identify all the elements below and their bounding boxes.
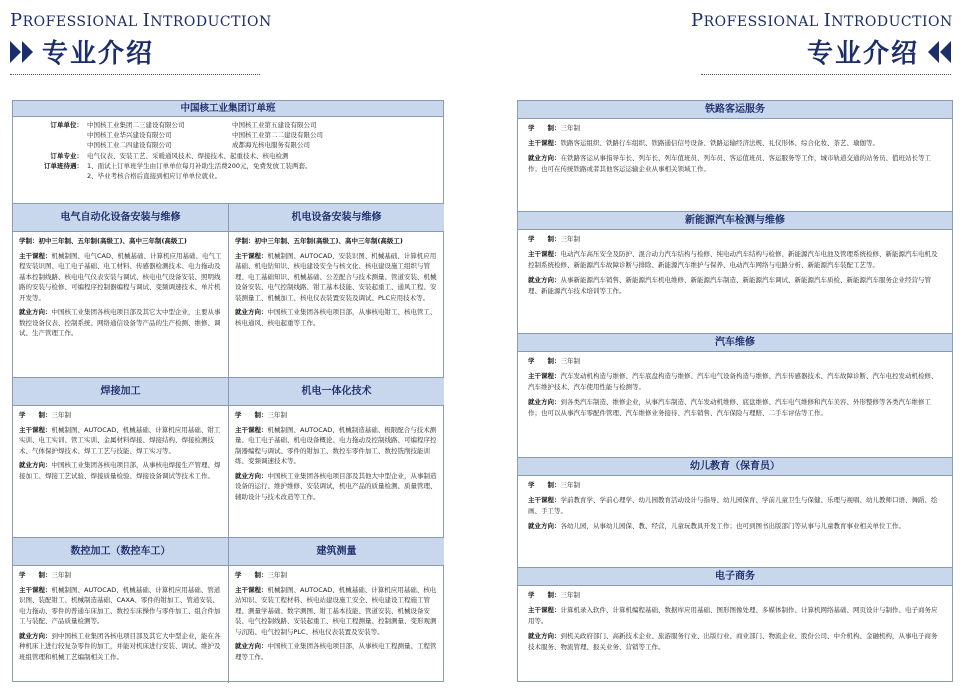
major-text: 电气仪表、安装工艺、采暖通风技术、焊接技术、起重技术、核电检测	[87, 151, 289, 160]
study-text: 学 制：三年制	[528, 357, 580, 365]
job-text: 就业方向：中国核工业集团各核电项目部，从事核电钳工、核电管工、核电通风、核电起重等工作。	[235, 308, 437, 327]
courses-text: 主干课程：汽车发动机构造与维修、汽车底盘构造与维修、汽车电气设备构造与维修、汽车传感器技术、汽车故障诊断、汽车电控发动机检修、汽车维护技术、汽车使用性能与检测等。	[528, 372, 938, 391]
unit-item: 中国核工业第二二建设有限公司	[232, 131, 323, 140]
job-text: 就业方向：到机关政府部门、高新技术企业、旅游服务行业、出版行业、商业部门、物流企业、股份公司、中介机构、金融机构，从事电子商务技术服务、物流管理、报关业务、营销等工作。	[528, 632, 938, 651]
courses-text: 主干课程：机械制图、AUTOCAD、机械基础、计算机应用基础、管道识图、装配钳工、机械制造基础、CAXA、零件的钳加工、管道安装、电力拖动、零件的普通车床加工、数控车床操作与零件加工、组合件加工与装配、产品质量检测等。	[19, 585, 221, 625]
courses-text: 主干课程：机械制图、AUTOCAD、机械基础、计算机应用基础、核电站知识、安装工程材料、核电站建设施工安全、核电建设工程施工管理、测量学基础、数字测图、钳工基本技能、管道安装、机械设备安装、电气控制线路、安装起重工、核电工程测量、控制测量、变形观测与沉陷、电气控制与PLC、核电仪表装置及安装等。	[235, 585, 437, 636]
section-welding	[13, 377, 228, 537]
section-title: 电子商务	[518, 568, 952, 586]
unit-item: 成都海光核电服务有限公司	[232, 141, 310, 150]
study-text: 学 制：三年制	[235, 571, 287, 579]
section-new-energy	[518, 211, 952, 333]
unit-item: 中国核工业华兴建设有限公司	[87, 131, 172, 140]
chevron-right-icon	[10, 41, 34, 63]
section-title: 机电一体化技术	[229, 378, 444, 406]
study-text: 学 制：三年制	[19, 571, 71, 579]
courses-text: 主干课程：机械制图、AUTOCAD、机械制造基础、极限配合与技术测量、电工电子基础、机电设备概论、电力拖动及控制线路、可编程序控制器编程与调试、零件的钳加工、数控车零件加工、数控铣削技能训练、变频调速技术等。	[235, 425, 437, 465]
section-title: 铁路客运服务	[518, 101, 952, 119]
section-title: 机电设备安装与维修	[229, 204, 444, 232]
chinese-title-left: 专业介绍	[42, 39, 155, 69]
section-cnc	[13, 537, 228, 683]
unit-label: 订单单位：	[50, 121, 83, 129]
courses-text: 主干课程：铁路客运组织、铁路行车组织、铁路通信信号设备、铁路运输经济法规、礼仪形体、综合化妆、茶艺、瑜伽等。	[528, 139, 879, 147]
section-railway	[518, 101, 952, 211]
study-text: 学 制：三年制	[528, 481, 580, 489]
left-panel	[12, 100, 444, 682]
section-ecommerce	[518, 567, 952, 681]
job-text: 就业方向：在铁路客运从事指导车长、列车长、列车值班员、列车员、客运值班员、客运服务等工作，城市轨道交通的站务员、值班站长等工作；也可在传统铁路或者其他客运运输企业从事相关领域工作。	[528, 154, 931, 173]
order-class-section	[13, 101, 443, 184]
section-title: 电气自动化设备安装与维修	[13, 204, 228, 232]
section-preschool	[518, 457, 952, 567]
section-title: 数控加工（数控车工）	[13, 538, 228, 566]
page-header-right	[691, 10, 951, 80]
study-text: 学制：初中三年制、五年制(高级工)、高中三年制(高级工)	[19, 237, 187, 245]
study-text: 学制：初中三年制、五年制(高级工)、高中三年制(高级工)	[235, 237, 403, 245]
job-text: 就业方向：到中国核工业集团各核电项目部及其它大中型企业，能在各种机床上进行较复杂零件的加工，并能对机床进行安装、调试、维护及班组管理和机械工艺编制相关工作。	[19, 631, 221, 661]
section-mech-equipment	[229, 203, 444, 377]
section-title: 汽车维修	[518, 334, 952, 352]
courses-text: 主干课程：计算机录入软件、计算机编程基础、数据库应用基础、图形图像处理、多媒体制作、计算机网络基础、网页设计与制作、电子商务应用等。	[528, 606, 938, 625]
major-label: 订单专业：	[50, 151, 83, 160]
courses-text: 主干课程：机械制图、AUTOCAD、安装识图、机械基础、计算机应用基础、机电钻知识、核电建设安全与核文化、核电建设施工组织与管理、电工基础知识、机械基础、公差配合与技术测量、管道安装、机械设备安装、电气控制线路、钳工基本技能、安装起重工、通风工程、安装测量工、机械加工、核电仪表装置安装及调试、PLC应用技术等。	[235, 251, 437, 302]
job-text: 就业方向：中国核工业集团各核电项目部及其他大中型企业，从事制造设备的运行、维护维修、安装调试，机电产品的质量检测、质量管理、辅助设计与技术改造等工作。	[235, 471, 437, 501]
benefit-item: 1、面试上订单班学生由订单单位每月补助生活费200元，免费发放工装两套。	[87, 161, 312, 170]
courses-text: 主干课程：机械制图、电气CAD、机械基础、计算机应用基础、电气工程安装识图、电工电子基础、电工材料、传感器检测技术、电力拖动及基本控制线路、核电电气仪表安装与调试、核电电气设备安装、照明线路的安装与检修、可编程序控制器编程与调试、变频调速技术、单片机开发等。	[19, 251, 222, 302]
divider	[10, 74, 260, 75]
section-electric	[13, 203, 228, 377]
courses-text: 主干课程：电动汽车高压安全及防护、混合动力汽车结构与检修、纯电动汽车结构与检修、新能源汽车电池及管理系统检修、新能源汽车电机及控制系统检修、新能源汽车故障诊断与排除、新能源汽车维护与保养、电动汽车网络与电路分析、新能源汽车装配工艺等。	[528, 250, 938, 269]
section-title: 幼儿教育（保育员）	[518, 458, 952, 476]
job-text: 就业方向：中国核工业集团各核电项目部，从事核电焊接生产管理、焊接加工、焊接工艺试验、焊接质量检验、焊接设备调试等技术工作。	[19, 461, 221, 480]
section-survey	[229, 537, 444, 683]
unit-item: 中国核工业集团二三建设有限公司	[87, 121, 185, 129]
courses-text: 主干课程：学前教育学、学前心理学、幼儿园教育活动设计与指导、幼儿园保育、学前儿童卫生与保健、乐理与视唱、幼儿教师口语、舞蹈、绘画、手工等。	[528, 496, 938, 515]
job-text: 就业方向：到各类汽车制造、维修企业，从事汽车制造、汽车发动机维修、底盘维修、汽车电气维修和汽车美容、外形整修等各类汽车维修工作；也可以从事汽车零配件管理、汽车维修业务接待、汽车销售、汽车保险与理赔、二手车评估等工作。	[528, 398, 931, 417]
english-title-right: PROFESSIONAL INTRODUCTION	[691, 10, 953, 31]
section-mechatronics	[229, 377, 444, 537]
study-text: 学 制：三年制	[528, 124, 580, 132]
section-title: 中国核工业集团订单班	[13, 101, 443, 117]
english-title-left: PROFESSIONAL INTRODUCTION	[10, 10, 272, 31]
chinese-title-right: 专业介绍	[806, 39, 919, 69]
section-auto-repair	[518, 333, 952, 457]
job-text: 就业方向：中国核工业集团各核电项目部及其它大中型企业，主要从事数控设备仪表、控制系统、网络通信设备等产品的生产检测、维修、调试、生产管理工作。	[19, 308, 221, 337]
unit-item: 中国核工业二四建设有限公司	[87, 141, 172, 150]
unit-item: 中国核工业第五建设有限公司	[232, 121, 317, 129]
section-title: 新能源汽车检测与维修	[518, 212, 952, 230]
study-text: 学 制：三年制	[19, 411, 71, 419]
section-title: 焊接加工	[13, 378, 228, 406]
courses-text: 主干课程：机械制图、AUTOCAD、机械基础、计算机应用基础、钳工实训、电工实训、管工实训、金属材料焊接、焊接结构、焊接检测技术、气体保护焊技术、焊工工艺与技能、焊工实习等。	[19, 425, 221, 455]
divider	[701, 74, 951, 75]
section-title: 建筑测量	[229, 538, 444, 566]
right-panel	[517, 100, 953, 682]
page-header-left	[10, 10, 270, 80]
study-text: 学 制：三年制	[528, 591, 580, 599]
chevron-left-icon	[927, 41, 951, 63]
benefit-item: 2、毕业考核合格后直接到相应订单单位就业。	[87, 172, 222, 181]
job-text: 就业方向：从事新能源汽车销售、新能源汽车机电维修、新能源汽车制造、新能源汽车调试、新能源汽车质检、新能源汽车服务企业经营与管理、新能源汽车技术培训等工作。	[528, 276, 931, 295]
study-text: 学 制：三年制	[235, 411, 287, 419]
benefit-label: 订单班待遇：	[44, 161, 83, 170]
study-text: 学 制：三年制	[528, 235, 580, 243]
job-text: 就业方向：中国核工业集团各核电项目部，从事核电工程测量、工程管理等工作。	[235, 642, 437, 661]
job-text: 就业方向：各幼儿园，从事幼儿园保、教、经营，儿童玩教具开发工作；也可到图书出版部门等从事与儿童教育事业相关单位工作。	[528, 522, 905, 530]
